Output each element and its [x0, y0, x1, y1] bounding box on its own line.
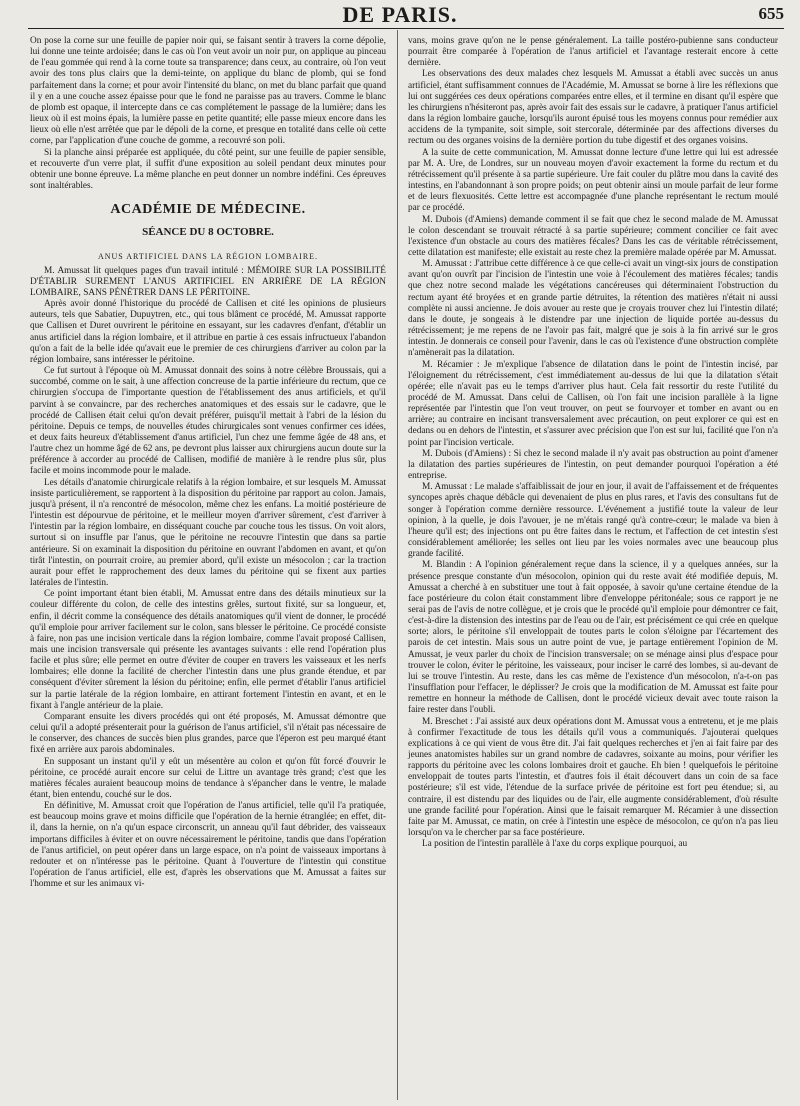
paragraph: M. Amussat : Le malade s'affaiblissait de jour en jour, il avait de l'affaissement et de fréquentes syncopes après chaque débâcle qui devenaient de plus en plus rares, et l'avis des consultans fut de songer à l'opération comme dernière ressource. L'événement a justifié toute la valeur de leur opinion, à la quelle, je dois l'avouer, je ne m'étais rangé qu'à contre-cœur; le malade va bien à l'heure qu'il est; des injections ont pu être faites dans le rectum, et l'affection de cet intestin s'est considérablement améliorée; les selles ont lieu par les voies normales avec une beaucoup plus grande facilité. — [408, 482, 778, 560]
paragraph: La position de l'intestin parallèle à l'axe du corps explique pourquoi, au — [422, 839, 688, 850]
paragraph: M. Récamier : Je m'explique l'absence de dilatation dans le point de l'intestin incisé, par l'éloignement du rétrécissement, c'est immédiatement au-dessus de lui que la dilatation s'était opérée; elle n'avait pas eu le temps d'arriver plus haut. Cela fait ressortir du reste l'utilité du procédé de M. Amussat. Dans celui de Callisen, où l'on fait une incision parallèle à la ligne représentée par l'intestin que l'on veut trouver, on peut se fourvoyer et tomber en avant ou en arrière; au contraire en incisant transversalement avec précaution, on peut explorer ce qui est en dedans ou en dehors de l'intestin, et s'assurer avec précision que l'on est sur lui, facilité que l'on n'a point par l'incision verticale. — [408, 359, 778, 448]
paragraph: Si la planche ainsi préparée est appliquée, du côté peint, sur une feuille de papier sensible, et recouverte d'un verre plat, il suffit d'une exposition au soleil pendant deux minutes pour obtenir une bonne épreuve. La même planche en peut donner un nombre indéfini. Ces épreuves sont inaltérables. — [30, 147, 386, 192]
paragraph: En supposant un instant qu'il y eût un mésentère au colon et qu'on fût forcé d'ouvrir le péritoine, ce procédé aurait encore sur celui de Littre un avantage très grand; c'est que les matières fécales auraient beaucoup moins de tendance à s'épancher dans le ventre, le malade étant, bien entendu, couché sur le dos. — [30, 756, 386, 800]
paragraph: A la suite de cette communication, M. Amussat donne lecture d'une lettre qui lui est adressée par M. A. Ure, de Londres, sur un nouveau moyen d'avoir exactement la forme du rectum et du rétrécissement qu'il présente à sa partie supérieure. Ure fait couler du plâtre mou dans la cavité des intestins, en l'abandonnant à son propre poids; on peut obtenir ainsi un moule parfait de leur forme et de leurs flexuosités. Cette lettre est accompagnée d'une planche représentant le rectum moulé par ce procédé. — [408, 147, 778, 214]
right-column — [408, 36, 778, 850]
paragraph: M. Dubois (d'Amiens) demande comment il se fait que chez le second malade de M. Amussat le colon descendant se trouvait rétracté à sa partie supérieure; comment concilier ce fait avec l'existence d'un obstacle au cours des matières fécales? Dans les cas de véritable rétrécissement, cette dilatation est manifeste; elle existait au reste chez la première malade opérée par M. Amussat. — [408, 214, 778, 258]
paragraph: M. Blandin : A l'opinion généralement reçue dans la science, il y a quelques années, sur la présence presque constante d'un mésocolon, opinion qui du reste avait été modifiée depuis, M. Amussat a cherché à en substituer une tout à fait opposée, à savoir qu'une certaine étendue de la face postérieure du colon était constamment libre d'enveloppe péritonéale; sous ce rapport je ne serai pas de l'avis de notre collègue, et je crois que le procédé qu'il emploie pour démontrer ce fait, c'est-à-dire la distension des intestins par de l'eau ou de l'air, est précisément ce qui crée en quelque sorte; alors, le péritoine s'il enveloppait de toutes parts le colon s'éloigne par l'écartement des parois de cet intestin. Mais sous un autre point de vue, je partage entièrement l'opinion de M. Amussat, je veux parler du choix de l'incision transversale; on se ménage ainsi plus d'espace pour trouver le colon, éviter le péritoine, les vaisseaux, pour inciser le carré des lombes, si au-devant de lui se trouve l'intestin. Au reste, dans les cas même de l'existence d'un mésocolon, n'a-t-on pas l'insufflation pour l'effacer, le déplisser? Je crois que la modification de M. Amussat est faite pour remettre en honneur la méthode de Callisen, dont le procédé vicieux devait avec toute raison la faire rester dans l'oubli. — [408, 560, 778, 716]
paragraph: En définitive, M. Amussat croit que l'opération de l'anus artificiel, telle qu'il l'a pratiquée, est beaucoup moins grave et moins difficile que l'opération de la hernie étranglée; en effet, dit-il, dans la hernie, on n'a qu'un espace circonscrit, un anneau qu'il faut débrider, des vaisseaux importans difficiles à éviter et on ouvre nécessairement le péritoine, tandis que dans l'opération de l'anus artificiel, on peut opérer dans un large espace, on n'a point de vaisseaux importans à redouter et on n'intéresse pas le péritoine. Quant à l'ouverture de l'intestin qui constitue l'opération de l'anus artificiel, elle est, d'après les observations que M. Amussat a faites sur l'homme et sur les animaux vi- — [30, 801, 386, 890]
left-column — [30, 36, 386, 890]
paragraph: Ce point important étant bien établi, M. Amussat entre dans des détails minutieux sur la couleur différente du colon, de celle des intestins grêles, surtout fixité, sur sa longueur, et, enfin, il décrit comme la conséquence des détails anatomiques qu'il vient de donner, le procédé qu'il emploie pour arriver facilement sur le colon, sans blesser le péritoine. Ce procédé consiste à faire, non pas une incision verticale dans la région lombaire, comme l'avait proposé Callisen, mais une incision transversale qui présente les avantages suivants : elle rend l'opération plus facile et plus sûre; elle permet en outre d'éviter de couper en travers les vaisseaux et les nerfs lombaires; elle donne la facilité de chercher l'intestin dans une plus grande étendue, et par conséquent d'éviter sûrement la lésion du péritoine; enfin, elle permet d'établir l'anus artificiel sur la partie latérale de la région lombaire, en attirant fortement l'intestin en avant, et en le fixant à l'angle antérieur de la plaie. — [30, 589, 386, 711]
page-header — [0, 0, 800, 26]
header-rule — [28, 28, 784, 29]
paragraph: M. Dubois (d'Amiens) : Si chez le second malade il n'y avait pas obstruction au point d'amener la dilatation des parties supérieures de l'intestin, on peut demander pourquoi l'opération a été entreprise. — [408, 448, 778, 482]
column-divider — [397, 30, 398, 1100]
page-number: 655 — [758, 4, 784, 23]
section-heading: ACADÉMIE DE MÉDECINE. — [110, 202, 306, 218]
paragraph: On pose la corne sur une feuille de papier noir qui, se faisant sentir à travers la corne dépolie, lui donne une teinte ardoisée; dans le cas où l'on veut avoir un noir pur, on applique au pinceau de l'eau gommée qui rend à la corne toute sa transparence; dans ceux, au contraire, où l'on veut avoir des tons plus clairs que la demi-teinte, on applique du blanc de plomb, qui se fond parfaitement dans la corne; et pour avoir l'intensité du blanc, on met du blanc parfait que quand il y en a une couche assez épaisse pour que le fond ne paraisse pas au travers. Comme le blanc de plomb est opaque, il intercepte dans ce cas complétement le passage de la lumière; dans les lieux où il est moins épais, la lumière passe en petite quantité; elle passe mieux encore dans les lieux où elle n'est arrêtée que par le dépoli de la corne, et presque en totalité dans celle où cette corne, par l'application d'une couche de gomme, a recouvré son poli. — [30, 36, 386, 147]
paragraph: Comparant ensuite les divers procédés qui ont été proposés, M. Amussat démontre que celui qu'il a adopté présenterait pour la guérison de l'anus artificiel, s'il n'était pas nécessaire de le conserver, des chances de succès bien plus grandes, parce que l'éperon est peu marqué étant fixé en arrière aux parois abdominales. — [30, 711, 386, 756]
session-heading: SÉANCE DU 8 OCTOBRE. — [142, 226, 274, 239]
paragraph: M. Amussat : J'attribue cette différence à ce que celle-ci avait un vingt-six jours de constipation avant qu'on ouvrît par l'incision de l'intestin une voie à l'écoulement des matières fécales; tandis que chez notre second malade les végétations cancéreuses qui déterminaient l'obstruction du rectum ayant été broyées et en grande partie détruites, la rétention des matières n'était ni aussi complète ni aussi ancienne. Je dois avouer au reste que je croyais trouver chez lui l'intestin dilaté; dans le doute, je songeais à le distendre par une injection de liquide portée au-dessus du rétrécissement; je me repens de ne l'avoir pas fait, malgré que je sois à la fin arrivé sur le gros intestin. Je donnerais ce conseil pour l'avenir, dans le cas où l'existence d'une obstruction complète n'amènerait pas la dilatation. — [408, 259, 778, 359]
masthead-title: DE PARIS. — [342, 2, 458, 27]
paragraph: vans, moins grave qu'on ne le pense généralement. La taille postéro-pubienne sans conducteur pourrait être comparée à l'opération de l'anus artificiel et l'avantage resterait encore à cette dernière. — [408, 36, 778, 69]
paragraph: Ce fut surtout à l'époque où M. Amussat donnait des soins à notre célèbre Broussais, qui a succombé, comme on le sait, à une affection concreuse de la partie inférieure du rectum, que ce chirurgien s'occupa de l'importante question de l'établissement des anus artificiels, et qu'il parvint à se convaincre, par des recherches anatomiques et des essais sur le cadavre, que le procédé de Callisen était celui qu'on devait préférer, puisqu'il mettait à l'abri de la lésion du péritoine. Depuis ce temps, de nouvelles études chirurgicales sont venues confirmer ces idées, et deux faits heureux d'établissement d'anus artificiel, l'un chez une femme âgée de 48 ans, et l'autre chez un homme âgé de 62 ans, pe devront plus laisser aux chirurgiens aucun doute sur la préférence à accorder au procédé de Callisen, modifié de manière à le rendre plus sûr, plus facile et moins incommode pour le malade. — [30, 366, 386, 477]
paragraph: M. Amussat lit quelques pages d'un travail intitulé : MÉMOIRE SUR LA POSSIBILITÉ D'ÉTABLIR SUREMENT L'ANUS ARTIFICIEL EN ARRIÈRE DE LA RÉGION LOMBAIRE, SANS PÉNÉTRER DANS LE PÉRITOINE. — [30, 265, 386, 298]
paragraph: Les détails d'anatomie chirurgicale relatifs à la région lombaire, et sur lesquels M. Amussat insiste particulièrement, se rapportent à la disposition du péritoine par rapport au colon. Jamais, jusqu'à présent, il n'a rencontré de mésocolon, même chez les enfans. La moitié postérieure de l'intestin est dépourvue de péritoine, et le meilleur moyen d'arriver sûrement, c'est d'arriver à l'intestin par la région lombaire, en disséquant couche par couche tous les tissus. On voit alors, surtout si on insuffle par l'anus, que le péritoine ne recouvre l'intestin que dans sa partie antérieure. Si on examinait la disposition du péritoine en ouvrant l'abdomen en avant, et qu'on tirât l'intestin, on pourrait croire, au premier abord, qu'il existe un mésocolon ; car la traction aurait pour effet le rapprochement des deux lames du péritoine qui se fixent aux parties latérales de l'intestin. — [30, 477, 386, 589]
paragraph: M. Breschet : J'ai assisté aux deux opérations dont M. Amussat vous a entretenu, et je me plais à confirmer l'exactitude de tous les détails qu'il vous a communiqués. J'ajouterai quelques explications à ce qui vient de vous être dit. J'ai fait quelques recherches et j'en ai fait faire par des jeunes anatomistes habiles sur un grand nombre de cadavres, soixante au moins, pour vérifier les rapports du péritoine avec les colons lombaires droit et gauche. Eh bien ! quelquefois le péritoine enveloppait de toutes parts l'intestin, et d'autres fois il était découvert dans un coin de sa face postérieure; s'il est vide, l'étendue de la surface privée de péritoine est fort peu étendue; si, au contraire, il est distendu par des liquides ou de l'air, elle augmente considérablement, d'où résulte une grande facilité pour l'opération. Ainsi que le faisait remarquer M. Récamier à une dissection faite par M. Amussat, ce matin, on crée à l'intestin une espèce de mésocolon, ce qu'on n'a pas lieu lorsqu'on va le chercher par sa face postérieure. — [408, 716, 778, 839]
paragraph: Les observations des deux malades chez lesquels M. Amussat a établi avec succès un anus artificiel, étant suffisamment connues de l'Académie, M. Amussat se borne à lire les réflexions que lui ont suggérées ces deux opérations comparées entre elles, et il termine en disant qu'il espère que les chirurgiens n'hésiteront pas, après avoir fait des essais sur le cadavre, à pratiquer l'anus artificiel dans la région lombaire gauche, lorsqu'ils auront épuisé tous les moyens connus pour remédier aux accidens de la tympanite, soit simple, soit stercorale, déterminée par des affections diverses du rectum ou des organes voisins de la dernière portion du tube digestif et des organes voisins. — [408, 69, 778, 147]
article-heading: ANUS ARTIFICIEL DANS LA RÉGION LOMBAIRE. — [97, 251, 319, 261]
paragraph: Après avoir donné l'historique du procédé de Callisen et cité les opinions de plusieurs auteurs, tels que Sabatier, Dupuytren, etc., qui tous blâment ce procédé, M. Amussat rapporte que Callisen et Duret ouvrirent le péritoine en essayant, sur les cadavres d'enfant, d'établir un anus artificiel dans la région lombaire, et il attribue en partie à ces essais infructueux l'abandon qu'on a fait de la belle idée qu'avait eue le premier de ces chirurgiens d'arriver au colon par la région lombaire, sans intéresser le péritoine. — [30, 299, 386, 365]
